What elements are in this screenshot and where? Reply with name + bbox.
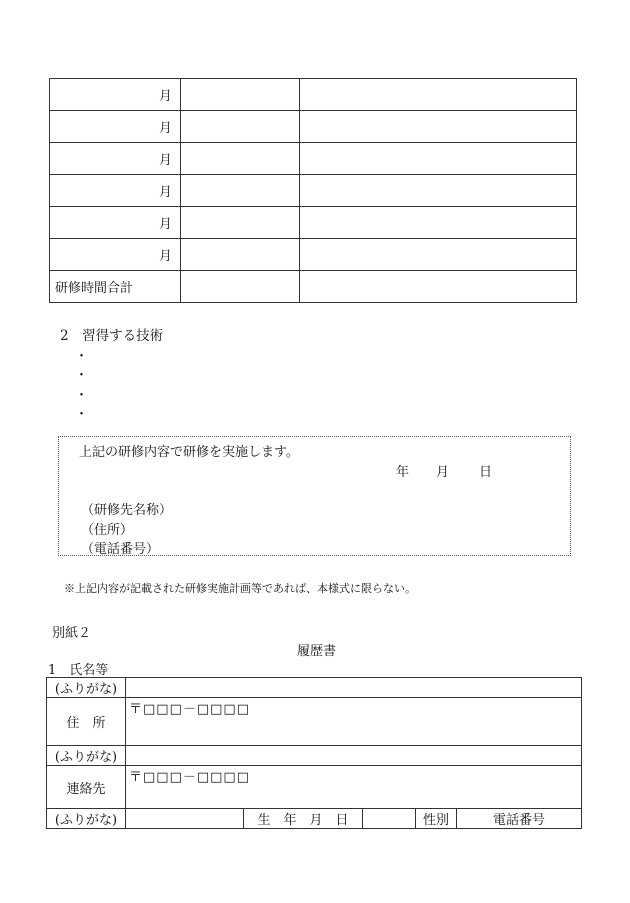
date-year: 年 (396, 465, 410, 480)
month-cell: 月 (50, 175, 181, 207)
furigana-field[interactable] (126, 746, 582, 766)
hours-cell[interactable] (181, 239, 300, 271)
table-row (47, 766, 582, 809)
table-row (47, 698, 582, 746)
content-cell[interactable] (300, 207, 577, 239)
section-heading: 2 習得する技術 (60, 328, 164, 344)
hours-cell[interactable] (181, 175, 300, 207)
bullet-item: ・ (75, 407, 89, 422)
table-row (47, 678, 582, 698)
phone-label: 電話番号 (457, 809, 582, 829)
postal-code: 〒□□□－□□□□ (129, 702, 250, 717)
table-row (50, 175, 577, 207)
section-heading: 1 氏名等 (48, 663, 109, 678)
gender-label: 性別 (416, 809, 457, 829)
month-cell: 月 (50, 239, 181, 271)
contact-label: 連絡先 (47, 766, 126, 809)
table-row (50, 207, 577, 239)
furigana-label: (ふりがな) (47, 678, 126, 698)
table-row (47, 746, 582, 766)
content-cell[interactable] (300, 79, 577, 111)
total-label: 研修時間合計 (50, 271, 181, 303)
total-hours-cell[interactable] (181, 271, 300, 303)
hours-cell[interactable] (181, 143, 300, 175)
month-cell: 月 (50, 207, 181, 239)
content-cell[interactable] (300, 239, 577, 271)
content-cell[interactable] (300, 143, 577, 175)
attachment-label: 別紙２ (52, 626, 92, 641)
phone-label: （電話番号） (81, 542, 160, 557)
bullet-item: ・ (75, 388, 89, 403)
table-row (50, 239, 577, 271)
month-cell: 月 (50, 79, 181, 111)
birth-date-label: 生 年 月 日 (244, 809, 363, 829)
address-label: （住所） (81, 523, 134, 538)
postal-code: 〒□□□－□□□□ (129, 770, 250, 785)
schedule-table (49, 78, 577, 303)
furigana-label: (ふりがな) (47, 809, 126, 829)
content-cell[interactable] (300, 175, 577, 207)
resume-table (46, 677, 582, 829)
certification-box (58, 436, 571, 556)
month-cell: 月 (50, 111, 181, 143)
total-content-cell[interactable] (300, 271, 577, 303)
table-row (50, 79, 577, 111)
table-row (47, 809, 582, 829)
address-label: 住 所 (47, 698, 126, 746)
bullet-item: ・ (75, 349, 89, 364)
birth-date-field[interactable] (363, 809, 416, 829)
furigana-label: (ふりがな) (47, 746, 126, 766)
resume-title: 履歴書 (297, 644, 337, 659)
hours-cell[interactable] (181, 207, 300, 239)
content-cell[interactable] (300, 111, 577, 143)
name-field[interactable] (126, 809, 244, 829)
month-cell: 月 (50, 143, 181, 175)
furigana-field[interactable] (126, 678, 582, 698)
trainer-name-label: （研修先名称） (81, 503, 173, 518)
bullet-item: ・ (75, 368, 89, 383)
hours-cell[interactable] (181, 111, 300, 143)
table-row (50, 143, 577, 175)
date-month: 月 (436, 465, 450, 480)
footnote: ※上記内容が記載された研修実施計画等であれば、本様式に限らない。 (64, 582, 416, 595)
table-row (50, 111, 577, 143)
date-day: 日 (479, 465, 493, 480)
hours-cell[interactable] (181, 79, 300, 111)
table-row-total (50, 271, 577, 303)
contact-field[interactable] (126, 766, 582, 809)
address-field[interactable] (126, 698, 582, 746)
certification-text: 上記の研修内容で研修を実施します。 (79, 445, 299, 460)
